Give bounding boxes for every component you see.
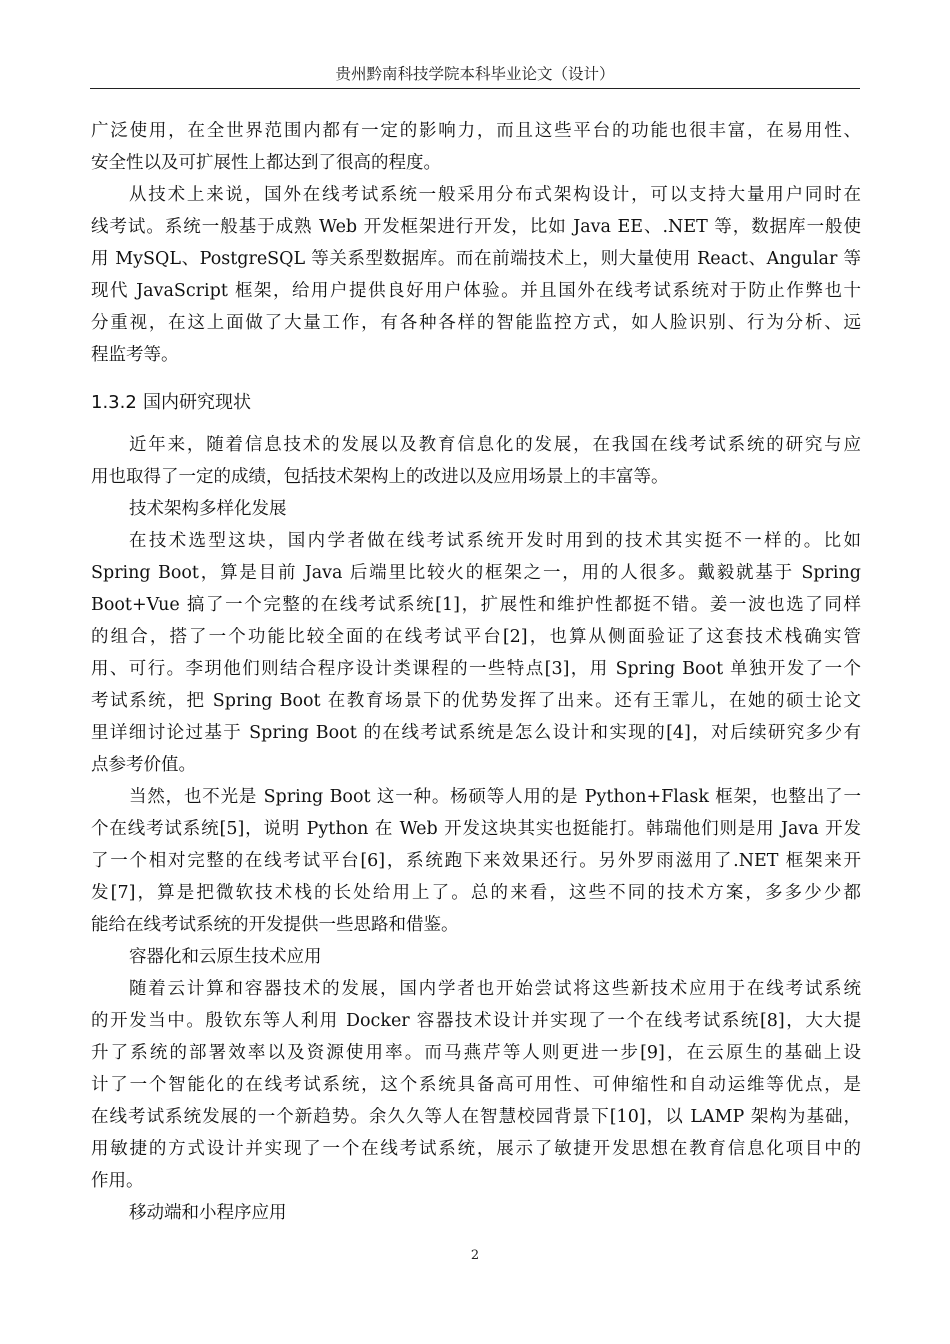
text-line: 当然，也不光是 Spring Boot 这一种。杨硕等人用的是 Python+Flask 框架，也整出了一 [129, 787, 861, 807]
text-line: 点参考价值。 [91, 755, 196, 775]
paragraph-foreign-tech [91, 179, 861, 371]
page-header [90, 62, 860, 89]
section-title: 国内研究现状 [143, 392, 251, 413]
subheading-tech-architecture: 技术架构多样化发展 [129, 499, 287, 519]
text-line: 分重视，在这上面做了大量工作，有各种各样的智能监控方式，如人脸识别、行为分析、远 [91, 313, 861, 333]
text-line: 程监考等。 [91, 345, 179, 365]
text-line: 广泛使用，在全世界范围内都有一定的影响力，而且这些平台的功能也很丰富，在易用性、 [91, 121, 861, 141]
text-line: 的开发当中。殷钦东等人利用 Docker 容器技术设计并实现了一个在线考试系统[8]，大大提 [91, 1011, 861, 1031]
text-line: 的组合，搭了一个功能比较全面的在线考试平台[2]，也算从侧面验证了这套技术栈确实管 [91, 627, 861, 647]
subheading-cloud-native: 容器化和云原生技术应用 [129, 947, 322, 967]
text-line: Spring Boot，算是目前 Java 后端里比较火的框架之一，用的人很多。戴毅就基于 Spring [91, 563, 861, 583]
text-line: 用敏捷的方式设计并实现了一个在线考试系统，展示了敏捷开发思想在教育信息化项目中的 [91, 1139, 861, 1159]
text-line: 计了一个智能化的在线考试系统，这个系统具备高可用性、可伸缩性和自动运维等优点，是 [91, 1075, 861, 1095]
text-line: 近年来，随着信息技术的发展以及教育信息化的发展，在我国在线考试系统的研究与应 [129, 435, 861, 455]
text-line: 考试系统，把 Spring Boot 在教育场景下的优势发挥了出来。还有王霏儿，在她的硕士论文 [91, 691, 861, 711]
text-line: 用 MySQL、PostgreSQL 等关系型数据库。而在前端技术上，则大量使用 React、Angular 等 [91, 249, 861, 269]
text-line: Boot+Vue 搞了一个完整的在线考试系统[1]，扩展性和维护性都挺不错。姜一波也选了同样 [91, 595, 861, 615]
paragraph-tech-selection [91, 525, 861, 781]
text-line: 从技术上来说，国外在线考试系统一般采用分布式架构设计，可以支持大量用户同时在 [129, 185, 861, 205]
header-title: 贵州黔南科技学院本科毕业论文（设计） [335, 65, 615, 83]
subheading-mobile-miniprogram: 移动端和小程序应用 [129, 1203, 287, 1223]
paragraph-other-frameworks [91, 781, 861, 941]
text-line: 随着云计算和容器技术的发展，国内学者也开始尝试将这些新技术应用于在线考试系统 [129, 979, 861, 999]
section-heading [91, 383, 861, 423]
text-line: 现代 JavaScript 框架，给用户提供良好用户体验。并且国外在线考试系统对于防止作弊也十 [91, 281, 861, 301]
paragraph-intro-continued [91, 115, 861, 179]
text-line: 发[7]，算是把微软技术栈的长处给用上了。总的来看，这些不同的技术方案，多多少少都 [91, 883, 861, 903]
text-line: 升了系统的部署效率以及资源使用率。而马燕芹等人则更进一步[9]，在云原生的基础上设 [91, 1043, 861, 1063]
paragraph-cloud-native [91, 973, 861, 1197]
text-line: 在技术选型这块，国内学者做在线考试系统开发时用到的技术其实挺不一样的。比如 [129, 531, 861, 551]
text-line: 了一个相对完整的在线考试平台[6]，系统跑下来效果还行。另外罗雨滋用了.NET 框架来开 [91, 851, 861, 871]
text-line: 里详细讨论过基于 Spring Boot 的在线考试系统是怎么设计和实现的[4]，对后续研究多少有 [91, 723, 861, 743]
page-number: 2 [470, 1248, 480, 1263]
text-line: 在线考试系统发展的一个新趋势。余久久等人在智慧校园背景下[10]，以 LAMP 架构为基础， [91, 1107, 861, 1127]
paragraph-domestic-intro [91, 429, 861, 493]
text-line: 个在线考试系统[5]，说明 Python 在 Web 开发这块其实也挺能打。韩瑞他们则是用 Java 开发 [91, 819, 861, 839]
text-line: 能给在线考试系统的开发提供一些思路和借鉴。 [91, 915, 459, 935]
text-line: 用也取得了一定的成绩，包括技术架构上的改进以及应用场景上的丰富等。 [91, 467, 669, 487]
text-line: 安全性以及可扩展性上都达到了很高的程度。 [91, 153, 441, 173]
text-line: 线考试。系统一般基于成熟 Web 开发框架进行开发，比如 Java EE、.NET 等，数据库一般使 [91, 217, 861, 237]
text-line: 用、可行。李玥他们则结合程序设计类课程的一些特点[3]，用 Spring Boot 单独开发了一个 [91, 659, 861, 679]
section-number: 1.3.2 [91, 392, 137, 413]
text-line: 作用。 [91, 1171, 144, 1191]
document-body [91, 115, 861, 1229]
